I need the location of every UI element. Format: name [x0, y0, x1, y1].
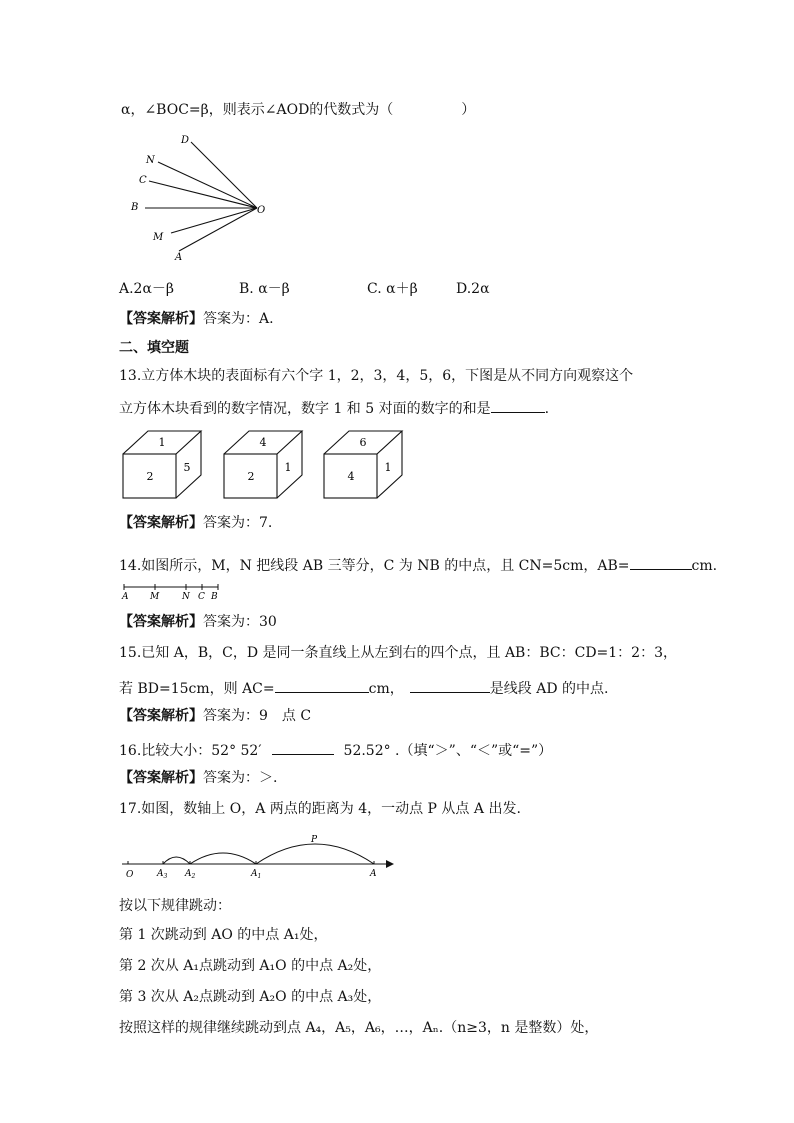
section-title: 二、填空题	[119, 340, 189, 356]
label-d: D	[181, 135, 190, 146]
label-a1: $A_1$	[251, 869, 262, 880]
label-b: B	[211, 592, 218, 602]
q15-line2b: cm，	[368, 681, 404, 697]
cube3-side: 1	[384, 461, 392, 474]
q13-cubes-figure	[120, 428, 410, 500]
answer-text: 答案为：9 点 C	[203, 708, 312, 724]
answer-text: 答案为：＞.	[203, 770, 278, 786]
answer-blank	[275, 678, 369, 693]
answer-12	[119, 312, 274, 326]
q14-segment-figure	[120, 580, 230, 602]
cube1-side: 5	[183, 461, 191, 474]
q12-stem-close: ）	[461, 102, 476, 118]
label-b: B	[131, 202, 139, 213]
answer-tag: 【答案解析】	[119, 770, 203, 786]
label-o: O	[126, 870, 134, 880]
cube1-top: 1	[158, 436, 166, 449]
q17-line1: 17.如图，数轴上 O，A 两点的距离为 4，一动点 P 从点 A 出发.	[119, 801, 521, 817]
q14-stem: 14.如图所示，M，N 把线段 AB 三等分，C 为 NB 的中点，且 CN=5cm，AB=	[119, 558, 630, 574]
label-p: P	[311, 835, 318, 845]
q17-step2: 第 2 次从 A₁点跳动到 A₁O 的中点 A₂处，	[119, 958, 382, 974]
q15-line2a: 若 BD=15cm，则 AC=	[119, 681, 275, 697]
q16-a: 16.比较大小：52° 52′	[119, 743, 262, 759]
answer-tag: 【答案解析】	[119, 311, 203, 327]
answer-tag: 【答案解析】	[119, 708, 203, 724]
q15-line2	[119, 678, 608, 696]
answer-13	[119, 516, 272, 530]
q13-line2	[119, 398, 549, 416]
q12-stem	[121, 103, 475, 117]
q12-option-b: B. α－β	[239, 281, 290, 297]
q12-angle-figure	[128, 130, 278, 265]
answer-blank	[630, 555, 692, 570]
answer-text: 答案为：7.	[203, 515, 273, 531]
label-a: A	[175, 252, 183, 263]
cube3-front: 4	[347, 470, 355, 483]
answer-15	[119, 709, 311, 723]
cube1-front: 2	[146, 470, 154, 483]
label-o: O	[257, 205, 266, 216]
q16-b: 52.52° .（填“＞”、“＜”或“=”）	[343, 743, 553, 759]
q15-line2c: 是线段 AD 的中点.	[489, 681, 609, 697]
q16-text	[119, 740, 552, 758]
label-m: M	[153, 232, 164, 243]
q13-line2-end: .	[544, 401, 550, 417]
answer-tag: 【答案解析】	[119, 614, 203, 630]
answer-blank	[272, 740, 334, 755]
q17-number-line-figure	[120, 830, 405, 880]
answer-text: 答案为：30	[203, 614, 277, 630]
answer-blank	[491, 398, 545, 413]
q15-line1: 15.已知 A，B，C，D 是同一条直线上从左到右的四个点，且 AB：BC：CD=1：2：3，	[119, 645, 677, 661]
q14-unit: cm.	[691, 558, 718, 574]
q17-rule: 按以下规律跳动：	[119, 898, 231, 914]
answer-16	[119, 771, 277, 785]
q17-step3: 第 3 次从 A₂点跳动到 A₂O 的中点 A₃处，	[119, 989, 382, 1005]
label-a: A	[122, 592, 129, 602]
label-a3: $A_3$	[157, 869, 168, 880]
label-n: N	[146, 155, 155, 166]
cube2-top: 4	[259, 436, 267, 449]
q17-step1: 第 1 次跳动到 AO 的中点 A₁处，	[119, 927, 328, 943]
q14-text	[119, 555, 717, 573]
label-c: C	[198, 592, 205, 602]
label-a2: $A_2$	[185, 869, 196, 880]
q12-option-a: A.2α－β	[119, 281, 175, 297]
answer-blank	[410, 678, 490, 693]
q12-option-c: C. α＋β	[367, 281, 418, 297]
label-a: A	[370, 869, 377, 879]
q13-line2-text: 立方体木块看到的数字情况，数字 1 和 5 对面的数字的和是	[119, 401, 491, 417]
q12-stem-text: α，∠BOC=β，则表示∠AOD的代数式为（	[121, 102, 394, 118]
answer-14	[119, 615, 277, 629]
q12-option-d: D.2α	[456, 281, 490, 297]
answer-text: 答案为：A.	[203, 311, 274, 327]
cube2-front: 2	[247, 470, 255, 483]
cube3-top: 6	[359, 436, 367, 449]
cube2-side: 1	[284, 461, 292, 474]
q13-line1: 13.立方体木块的表面标有六个字 1，2，3，4，5，6，下图是从不同方向观察这个	[119, 368, 634, 384]
q17-step4: 按照这样的规律继续跳动到点 A₄，A₅，A₆，…，Aₙ.（n≥3，n 是整数）处，	[119, 1020, 599, 1036]
label-m: M	[150, 592, 160, 602]
label-c: C	[139, 175, 147, 186]
label-n: N	[182, 592, 190, 602]
answer-tag: 【答案解析】	[119, 515, 203, 531]
